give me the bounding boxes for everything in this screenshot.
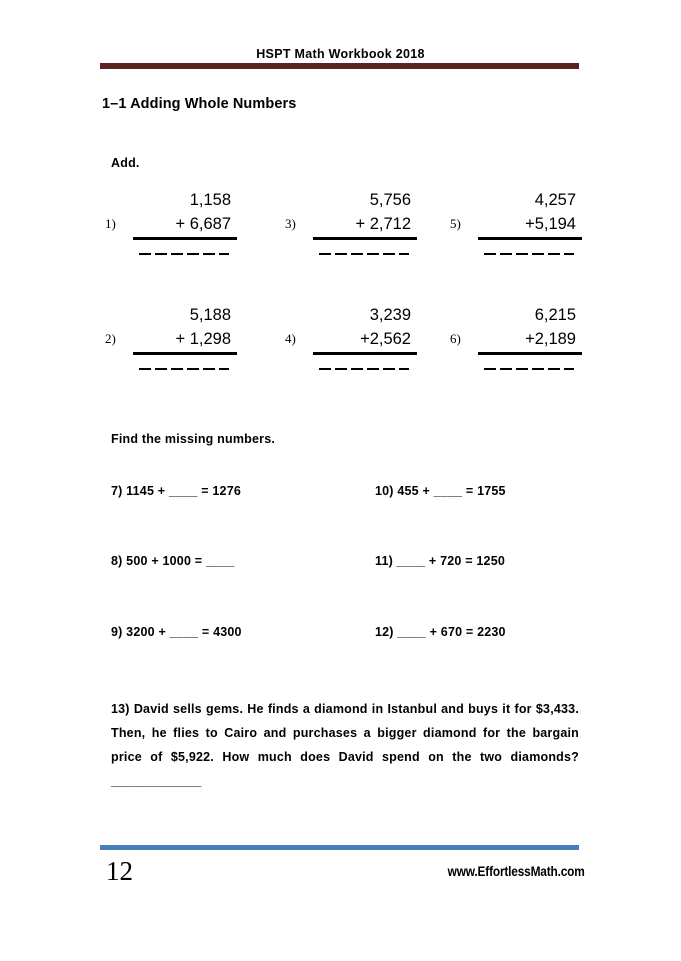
addend-bottom: + 6,687 — [175, 215, 231, 233]
vertical-problem-1 — [105, 188, 255, 278]
problem-number: 4) — [285, 331, 296, 346]
page-number: 12 — [106, 856, 133, 886]
section-title: 1–1 Adding Whole Numbers — [102, 96, 297, 112]
instruction-find-missing-numbers: Find the missing numbers. — [111, 432, 276, 446]
answer-blank[interactable] — [313, 249, 417, 263]
addend-bottom: + 2,712 — [355, 215, 411, 233]
missing-number-problem-7[interactable]: 7) 1145 + ____ = 1276 — [111, 484, 242, 498]
word-problem-13 — [111, 697, 579, 793]
addend-top: 4,257 — [534, 191, 576, 209]
problem-number: 3) — [285, 216, 296, 231]
word-problem-answer-blank[interactable]: _____________ — [111, 774, 202, 788]
missing-number-problem-9[interactable]: 9) 3200 + ____ = 4300 — [111, 625, 242, 639]
answer-blank[interactable] — [133, 364, 237, 378]
addend-top: 5,756 — [369, 191, 411, 209]
page-header-title: HSPT Math Workbook 2018 — [256, 47, 425, 61]
addition-stack — [133, 188, 237, 263]
addition-stack — [313, 303, 417, 378]
addition-stack — [478, 188, 582, 263]
addition-stack — [478, 303, 582, 378]
addend-top: 6,215 — [534, 306, 576, 324]
vertical-problem-3 — [285, 188, 435, 278]
vertical-problem-5 — [450, 188, 600, 278]
addend-bottom: +2,562 — [360, 330, 411, 348]
instruction-add: Add. — [111, 156, 140, 170]
sum-rule — [478, 352, 582, 355]
header-divider-rule — [100, 63, 579, 69]
missing-number-problem-8[interactable]: 8) 500 + 1000 = ____ — [111, 554, 235, 568]
word-problem-text: 13) David sells gems. He finds a diamond in Istanbul and buys it for $3,433. Then, he flies to Cairo and purchases a bigger diamond for the bargain price of $5,922. How much does David spend on the two diamonds? — [111, 702, 579, 764]
addend-top: 1,158 — [189, 191, 231, 209]
addend-bottom: +2,189 — [525, 330, 576, 348]
sum-rule — [133, 352, 237, 355]
sum-rule — [478, 237, 582, 240]
missing-number-problem-11[interactable]: 11) ____ + 720 = 1250 — [375, 554, 506, 568]
vertical-problem-6 — [450, 303, 600, 393]
problem-number: 5) — [450, 216, 461, 231]
problem-number: 6) — [450, 331, 461, 346]
answer-blank[interactable] — [313, 364, 417, 378]
addend-top: 3,239 — [369, 306, 411, 324]
addition-stack — [313, 188, 417, 263]
problem-number: 1) — [105, 216, 116, 231]
sum-rule — [313, 352, 417, 355]
footer-website-link[interactable]: www.EffortlessMath.com — [448, 864, 585, 879]
missing-number-problem-12[interactable]: 12) ____ + 670 = 2230 — [375, 625, 506, 639]
problem-number: 2) — [105, 331, 116, 346]
missing-number-problem-10[interactable]: 10) 455 + ____ = 1755 — [375, 484, 506, 498]
answer-blank[interactable] — [133, 249, 237, 263]
addition-stack — [133, 303, 237, 378]
vertical-problem-4 — [285, 303, 435, 393]
addend-bottom: + 1,298 — [175, 330, 231, 348]
footer-divider-rule — [100, 845, 579, 850]
answer-blank[interactable] — [478, 364, 582, 378]
sum-rule — [313, 237, 417, 240]
addend-bottom: +5,194 — [525, 215, 576, 233]
answer-blank[interactable] — [478, 249, 582, 263]
sum-rule — [133, 237, 237, 240]
vertical-problem-2 — [105, 303, 255, 393]
addend-top: 5,188 — [189, 306, 231, 324]
